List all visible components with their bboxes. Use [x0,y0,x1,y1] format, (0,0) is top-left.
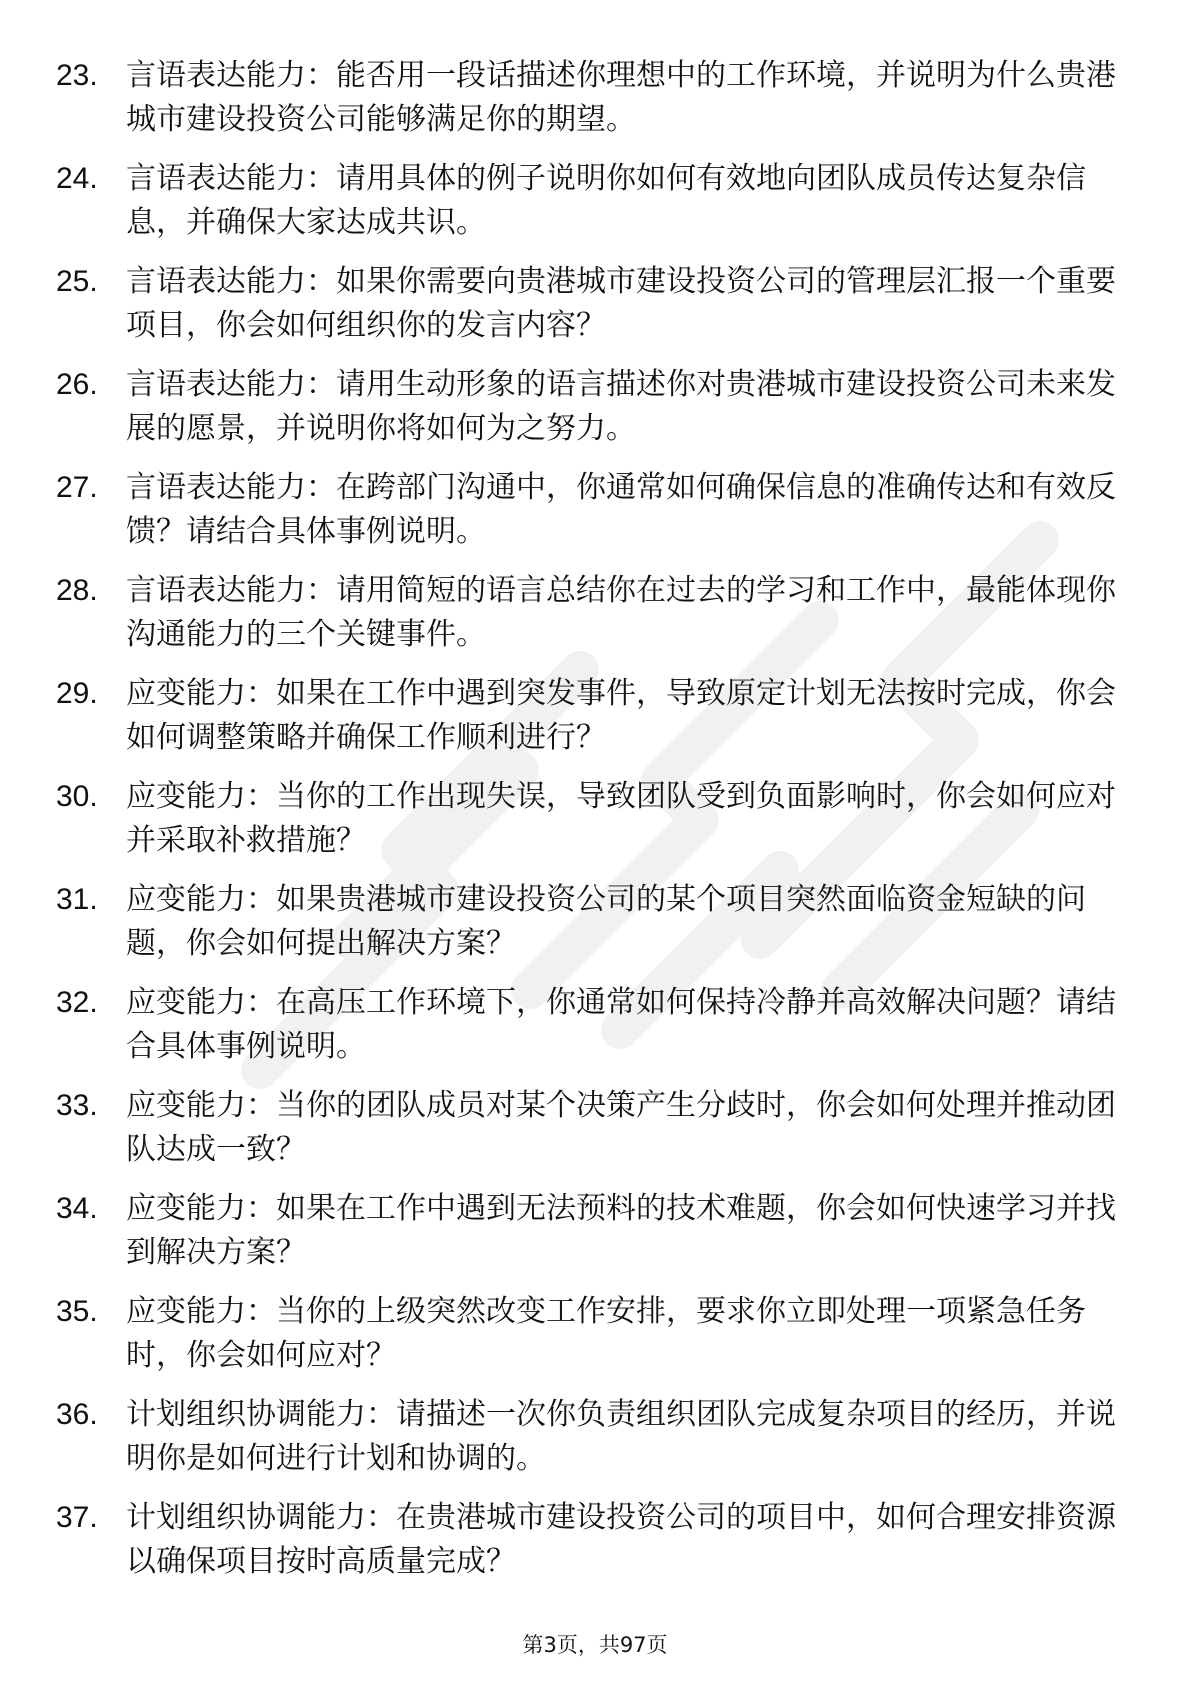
question-number: 35. [56,1295,98,1328]
question-item [56,1290,1136,1378]
question-number: 37. [56,1501,98,1534]
question-item [56,466,1136,554]
question-text: 应变能力：当你的上级突然改变工作安排，要求你立即处理一项紧急任务时，你会如何应对？ [126,1294,1086,1373]
question-item [56,1496,1136,1584]
question-item [56,260,1136,348]
question-text: 计划组织协调能力：在贵港城市建设投资公司的项目中，如何合理安排资源以确保项目按时高质量完成？ [126,1500,1116,1579]
question-text: 言语表达能力：请用简短的语言总结你在过去的学习和工作中，最能体现你沟通能力的三个关键事件。 [126,573,1116,652]
question-number: 27. [56,471,98,504]
question-item [56,157,1136,245]
question-number: 28. [56,574,98,607]
question-list [56,54,1136,1599]
question-text: 言语表达能力：在跨部门沟通中，你通常如何确保信息的准确传达和有效反馈？请结合具体事例说明。 [126,470,1116,549]
question-text: 应变能力：如果在工作中遇到无法预料的技术难题，你会如何快速学习并找到解决方案？ [126,1191,1116,1270]
question-text: 言语表达能力：请用生动形象的语言描述你对贵港城市建设投资公司未来发展的愿景，并说明你将如何为之努力。 [126,367,1116,446]
question-number: 26. [56,368,98,401]
question-item [56,775,1136,863]
question-item [56,981,1136,1069]
question-item [56,1187,1136,1275]
question-item [56,569,1136,657]
question-text: 应变能力：当你的工作出现失误，导致团队受到负面影响时，你会如何应对并采取补救措施？ [126,779,1116,858]
question-number: 29. [56,677,98,710]
question-number: 24. [56,162,98,195]
question-number: 25. [56,265,98,298]
question-text: 应变能力：如果贵港城市建设投资公司的某个项目突然面临资金短缺的问题，你会如何提出解决方案？ [126,882,1086,961]
question-item [56,363,1136,451]
question-item [56,1393,1136,1481]
question-item [56,672,1136,760]
question-number: 36. [56,1398,98,1431]
question-text: 言语表达能力：能否用一段话描述你理想中的工作环境，并说明为什么贵港城市建设投资公司能够满足你的期望。 [126,58,1116,137]
question-item [56,1084,1136,1172]
question-text: 应变能力：如果在工作中遇到突发事件，导致原定计划无法按时完成，你会如何调整策略并确保工作顺利进行？ [126,676,1116,755]
question-text: 言语表达能力：如果你需要向贵港城市建设投资公司的管理层汇报一个重要项目，你会如何组织你的发言内容？ [126,264,1116,343]
question-number: 33. [56,1089,98,1122]
page-indicator: 第3页，共97页 [522,1633,668,1657]
question-number: 23. [56,59,98,92]
question-item [56,878,1136,966]
question-text: 应变能力：当你的团队成员对某个决策产生分歧时，你会如何处理并推动团队达成一致？ [126,1088,1116,1167]
question-number: 32. [56,986,98,1019]
question-number: 31. [56,883,98,916]
question-text: 言语表达能力：请用具体的例子说明你如何有效地向团队成员传达复杂信息，并确保大家达成共识。 [126,161,1086,240]
question-text: 计划组织协调能力：请描述一次你负责组织团队完成复杂项目的经历，并说明你是如何进行计划和协调的。 [126,1397,1116,1476]
question-item [56,54,1136,142]
question-number: 30. [56,780,98,813]
question-text: 应变能力：在高压工作环境下，你通常如何保持冷静并高效解决问题？请结合具体事例说明。 [126,985,1116,1064]
question-number: 34. [56,1192,98,1225]
